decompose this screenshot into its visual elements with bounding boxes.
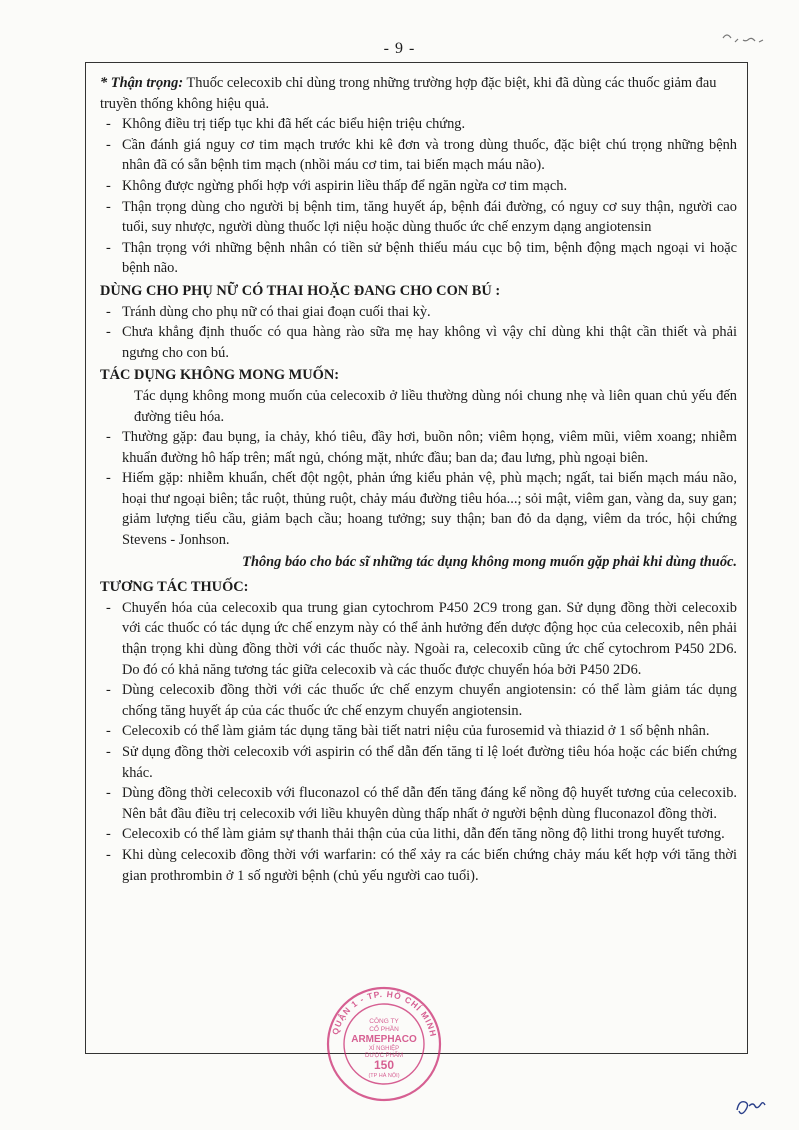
- pregnancy-heading: DÙNG CHO PHỤ NỮ CÓ THAI HOẶC ĐANG CHO CON BÚ :: [100, 282, 501, 299]
- interactions-item: - Dùng đồng thời celecoxib với fluconazol có thể dẫn đến tăng đáng kể nồng độ huyết tương của celecoxib. Nên bắt đầu điều trị celecoxib với liều khuyên dùng thấp nhất ở người bệnh dùng fluconazol đồng thời.: [106, 785, 737, 822]
- seal-line5: (TP HÀ NỘI): [368, 1073, 400, 1079]
- seal-line4: DƯỢC PHẨM: [365, 1053, 403, 1059]
- caution-item: - Thận trọng với những bệnh nhân có tiền sử bệnh thiếu máu cục bộ tim, bệnh động mạch ngoại vi hoặc bệnh não.: [106, 239, 737, 277]
- side-effects-heading: TÁC DỤNG KHÔNG MONG MUỐN:: [100, 367, 340, 384]
- caution-intro: [100, 73, 737, 114]
- caution-item: - Cần đánh giá nguy cơ tim mạch trước khi kê đơn và trong dùng thuốc, đặc biệt chú trọng những bệnh nhân đã có sẵn bệnh tim mạch (nhồi máu cơ tim, tai biến mạch máu não).: [106, 136, 737, 174]
- interactions-item: - Celecoxib có thể làm giảm tác dụng tăng bài tiết natri niệu của furosemid và thiazid ở 1 số bệnh nhân.: [106, 723, 710, 740]
- side-effects-intro: Tác dụng không mong muốn của celecoxib ở liều thường dùng nói chung nhẹ và liên quan chủ yếu đến đường tiêu hóa.: [134, 387, 737, 425]
- seal-company-name: ARMEPHACO: [351, 1034, 417, 1045]
- handwritten-mark-top: [719, 30, 769, 50]
- interactions-item: - Chuyển hóa của celecoxib qua trung gian cytochrom P450 2C9 trong gan. Sử dụng đồng thời celecoxib với các thuốc có tác dụng ức chế enzym này có thể ảnh hưởng đến dược động học của celecoxib, nên phải thận trọng khi dùng đồng thời với các thuốc này. Ngoài ra, celecoxib cũng ức chế cytochrom P450 2D6. Do đó có khả năng tương tác giữa celecoxib và các thuốc được chuyển hóa bởi P450 2D6.: [106, 599, 737, 678]
- caution-intro-text: Thuốc celecoxib chỉ dùng trong những trường hợp đặc biệt, khi đã dùng các thuốc giảm đau truyền thống không hiệu quả.: [100, 75, 717, 112]
- interactions-item: - Dùng celecoxib đồng thời với các thuốc ức chế enzym chuyển angiotensin: có thể làm giảm tác dụng chống tăng huyết áp của các thuốc ức chế enzym chuyển angiotensin.: [106, 682, 737, 719]
- interactions-heading: TƯƠNG TÁC THUỐC:: [100, 579, 249, 596]
- side-effects-notice: Thông báo cho bác sĩ những tác dụng không mong muốn gặp phải khi dùng thuốc.: [242, 553, 737, 570]
- pregnancy-item: - Chưa khẳng định thuốc có qua hàng rào sữa mẹ hay không vì vậy chỉ dùng khi thật cần thiết và phải ngưng cho con bú.: [106, 324, 737, 361]
- interactions-item: - Sử dụng đồng thời celecoxib với aspirin có thể dẫn đến tăng tỉ lệ loét đường tiêu hóa hoặc các biến chứng khác.: [106, 744, 737, 781]
- seal-line1: CÔNG TY: [369, 1018, 399, 1025]
- caution-item: - Không điều trị tiếp tục khi đã hết các biểu hiện triệu chứng.: [106, 116, 466, 133]
- side-effects-item: - Thường gặp: đau bụng, ỉa chảy, khó tiêu, đầy hơi, buồn nôn; viêm họng, viêm mũi, viêm xoang; nhiễm khuẩn đường hô hấp trên; mất ngủ, chóng mặt, nhức đầu; ban da; đau lưng, phù ngoại biên.: [106, 429, 737, 466]
- document-body: [85, 62, 748, 1054]
- handwritten-initials: [731, 1092, 771, 1120]
- interactions-item: - Celecoxib có thể làm giảm sự thanh thải thận của của lithi, dẫn đến tăng nồng độ lithi trong huyết tương.: [106, 826, 725, 843]
- side-effects-item: - Hiếm gặp: nhiễm khuẩn, chết đột ngột, phản ứng kiểu phản vệ, phù mạch; ngất, tai biến mạch máu não, hoại thư ngoại biên; tắc ruột, thủng ruột, chảy máu đường tiêu hóa...; sỏi mật, viêm gan, vàng da, suy gan; giảm lượng tiểu cầu, giảm bạch cầu; hoang tưởng; suy thận; ban đỏ da dạng, viêm da tróc, hội chứng Stevens - Jonhson.: [106, 470, 737, 549]
- caution-item: - Thận trọng dùng cho người bị bệnh tim, tăng huyết áp, bệnh đái đường, có nguy cơ suy thận, người cao tuổi, suy nhược, người dùng thuốc lợi niệu hoặc dùng thuốc ức chế enzym dạng angiotensin: [106, 198, 737, 236]
- caution-title: * Thận trọng:: [100, 75, 184, 91]
- seal-line3: XÍ NGHIỆP: [368, 1046, 400, 1052]
- company-seal: [325, 985, 443, 1103]
- interactions-item: - Khi dùng celecoxib đồng thời với warfarin: có thể xảy ra các biến chứng chảy máu kết hợp với tăng thời gian prothrombin ở 1 số người bệnh (chủ yếu người cao tuổi).: [106, 846, 737, 884]
- page-number: - 9 -: [383, 40, 416, 57]
- seal-ring-text: QUẬN 1 - TP. HỒ CHÍ MINH: [329, 988, 439, 1039]
- caution-item: - Không được ngừng phối hợp với aspirin liều thấp để ngăn ngừa cơ tim mạch.: [106, 177, 568, 194]
- seal-line2: CỔ PHẦN: [369, 1026, 399, 1033]
- seal-number: 150: [373, 1058, 395, 1072]
- pregnancy-item: - Tránh dùng cho phụ nữ có thai giai đoạn cuối thai kỳ.: [106, 303, 431, 320]
